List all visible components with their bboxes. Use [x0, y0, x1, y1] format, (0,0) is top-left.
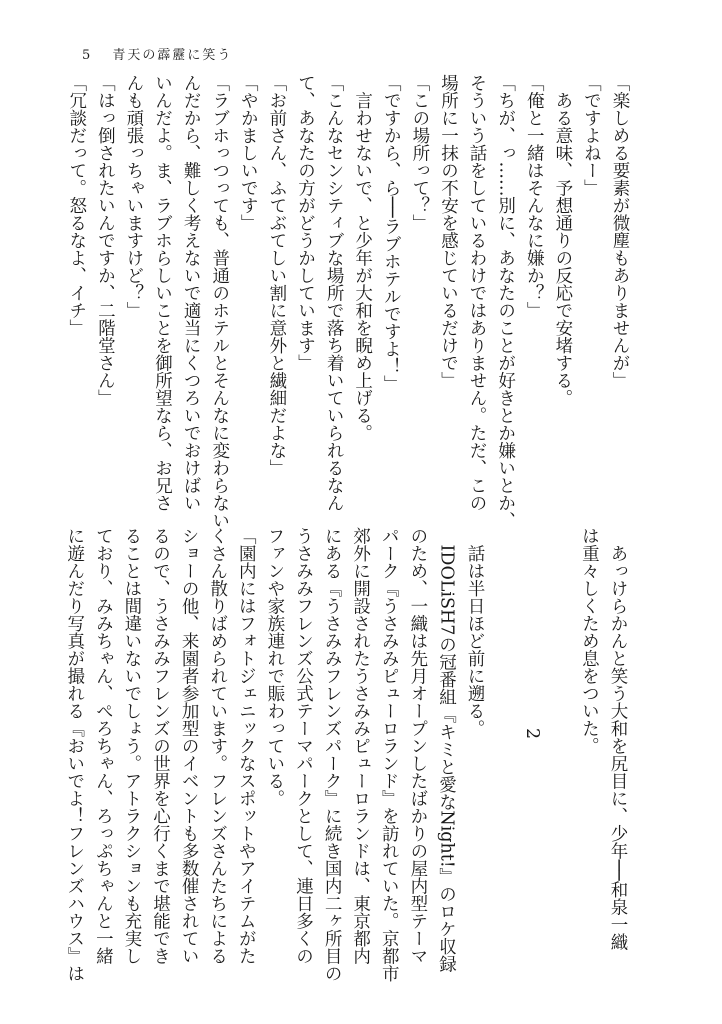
text-line: 「お前さん、ふてぶてしい割に意外と繊細だよな」: [266, 74, 287, 477]
text-line: 「ですから、ら──ラブホテルですよ！」: [381, 74, 402, 393]
text-line: 場所に一抹の不安を感じているだけで」: [438, 74, 459, 389]
upper-text-block: [62, 74, 634, 529]
text-line: 「ですよねー」: [581, 74, 602, 197]
text-line: 「この場所って？」: [409, 74, 430, 232]
chapter-title: 青天の霹靂に笑う: [112, 48, 233, 63]
text-line: て、あなたの方がどうかしています」: [295, 74, 316, 372]
page-number: 5: [82, 48, 93, 63]
text-line: 「やかましいです」: [238, 74, 259, 232]
text-line: のため、一織は先月オープンしたばかりの屋内型テーマ: [407, 527, 428, 965]
text-line: パーク『うさみみピューロランド』を訪れていた。京都市: [379, 527, 400, 982]
text-line: 「ちが、っ……別に、あなたのことが好きとか嫌いとか、: [495, 74, 516, 529]
text-line: ファンや家族連れで賑わっている。: [264, 527, 285, 807]
text-line: いんだよ。ま、ラブホらしいことを御所望なら、お兄さ: [152, 74, 173, 512]
text-line: 郊外に開設されたうさみみピューロランドは、東京都内: [350, 527, 371, 965]
text-line: 「楽しめる要素が微塵もありませんが」: [610, 74, 630, 389]
text-line: に遊んだり写真が撮れる『おいでよ！フレンズハウス』は: [64, 527, 85, 982]
section-number: 2: [522, 728, 543, 740]
text-line: 「園内にはフォトジェニックなスポットやアイテムがた: [236, 527, 257, 965]
text-line: 「ラブホっつっても、普通のホテルとそんなに変わらない: [209, 74, 230, 529]
text-line: 「冗談だって。怒るなよ、イチ」: [66, 74, 87, 337]
running-header: [82, 44, 232, 63]
text-line: くさん散りばめられています。フレンズさんたちによる: [207, 527, 228, 965]
text-line: るので、うさみみフレンズの世界を心行くまで堪能でき: [150, 527, 171, 965]
lower-text-block: [60, 527, 632, 982]
text-line: 「俺と一緒はそんなに嫌か？」: [524, 74, 545, 319]
text-line: うさみみフレンズ公式テーマパークとして、連日多くの: [293, 527, 314, 965]
text-line: あっけらかんと笑う大和を尻目に、少年──和泉一織: [608, 527, 628, 951]
text-line: ることは間違いないでしょう。アトラクションも充実し: [121, 527, 142, 965]
text-line: ある意味、予想通りの反応で安堵する。: [552, 74, 573, 407]
text-line: 話は半日ほど前に遡る。: [465, 527, 486, 737]
text-line: IDOLiSH7の冠番組『キミと愛なNight!』のロケ収録: [436, 527, 457, 973]
text-line: ショーの他、来園者参加型のイベントも多数催されてい: [179, 527, 200, 965]
text-line: んも頑張っちゃいますけど？」: [123, 74, 144, 319]
text-line: 「はっ倒されたいんですか、二階堂さん」: [95, 74, 116, 407]
text-line: にある『うさみみフレンズパーク』に続き国内二ヶ所目の: [322, 527, 343, 982]
text-line: 言わせないで、と少年が大和を睨め上げる。: [352, 74, 373, 442]
text-line: 「こんなセンシティブな場所で落ち着いていられるなん: [324, 74, 345, 512]
text-line: は重々しくため息をついた。: [579, 527, 600, 755]
text-line: そういう話をしているわけではありません。ただ、この: [467, 74, 488, 512]
text-line: んだから、難しく考えないで適当にくつろいでおけばい: [181, 74, 202, 512]
text-line: ており、みみちゃん、ぺろちゃん、ろっぷちゃんと一緒: [93, 527, 114, 965]
